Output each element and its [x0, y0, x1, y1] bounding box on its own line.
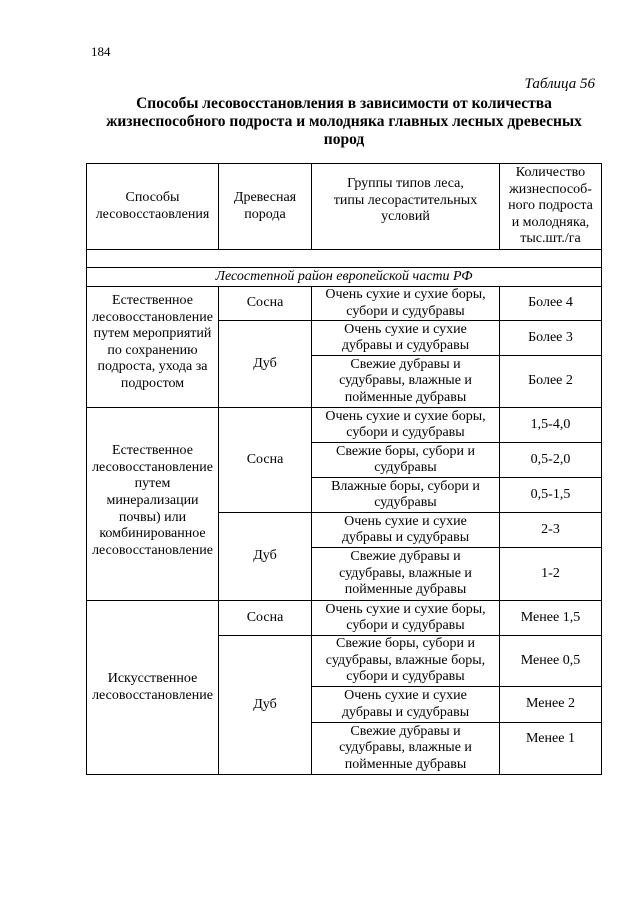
quantity-cell: 0,5-2,0 — [500, 443, 602, 478]
title-line: жизнеспособного подроста и молодняка главных лесных древесных — [106, 113, 582, 130]
forest-type-cell — [312, 513, 500, 548]
forest-type-cell — [312, 408, 500, 443]
header-line: Количество — [515, 165, 586, 181]
forest-type-cell — [312, 356, 500, 408]
forest-type-cell — [312, 478, 500, 513]
header-line: Группы типов леса, — [347, 176, 464, 191]
forest-line: субори и судубравы — [346, 303, 465, 319]
reforestation-table — [86, 163, 602, 775]
forest-line: дубравы и судубравы — [341, 530, 470, 546]
table-row — [87, 408, 602, 443]
quantity-cell: Более 4 — [500, 287, 602, 321]
spacer-cell — [87, 250, 602, 268]
species-cell: Сосна — [219, 601, 312, 636]
species-cell: Сосна — [219, 287, 312, 321]
forest-line: Свежие дубравы и — [350, 549, 461, 565]
table-row — [87, 601, 602, 636]
quantity-cell: 2-3 — [500, 513, 602, 548]
species-cell: Дуб — [219, 321, 312, 408]
page-number: 184 — [91, 44, 111, 59]
quantity-cell: Менее 1 — [500, 723, 602, 775]
region-row — [87, 268, 602, 287]
forest-line: дубравы и судубравы — [341, 338, 470, 354]
forest-line: судубравы, влажные и — [339, 373, 472, 389]
method-line: путем — [134, 476, 171, 492]
header-line: тыс.шт./га — [520, 231, 581, 247]
forest-line: Очень сухие и сухие — [344, 513, 467, 529]
quantity-cell: 1,5-4,0 — [500, 408, 602, 443]
forest-line: Очень сухие и сухие — [344, 688, 467, 704]
forest-line: пойменные дубравы — [344, 756, 467, 772]
table-row — [87, 287, 602, 321]
header-line: и молодняка, — [511, 214, 590, 230]
quantity-cell: Менее 1,5 — [500, 601, 602, 636]
forest-line: субори и судубравы — [346, 669, 465, 685]
species-cell: Дуб — [219, 636, 312, 775]
header-method — [87, 164, 219, 250]
method-line: подроста, ухода за — [97, 359, 208, 375]
header-row — [87, 164, 602, 250]
method-line: лесовосстановление — [92, 459, 213, 475]
header-line: Древесная — [233, 189, 297, 205]
forest-type-cell — [312, 601, 500, 636]
quantity-cell: Менее 2 — [500, 687, 602, 723]
forest-line: Влажные боры, субори и — [331, 478, 480, 494]
title-line: пород — [323, 131, 365, 148]
forest-type-cell — [312, 287, 500, 321]
spacer-row — [87, 250, 602, 268]
header-line: ного подроста — [508, 198, 593, 214]
header-species — [219, 164, 312, 250]
header-line: лесовосстаовления — [95, 206, 210, 222]
method-line: путем мероприятий — [93, 326, 212, 342]
header-line: Способы — [125, 189, 180, 205]
method-line: лесовосстановление — [92, 542, 213, 558]
forest-type-cell — [312, 548, 500, 601]
forest-line: Свежие дубравы и — [350, 356, 461, 372]
forest-line: субори и судубравы — [346, 618, 465, 634]
forest-line: Очень сухие и сухие боры, — [325, 408, 486, 424]
forest-line: пойменные дубравы — [344, 389, 467, 405]
forest-line: Очень сухие и сухие боры, — [325, 601, 486, 617]
table-label: Таблица 56 — [524, 76, 595, 92]
method-cell — [87, 601, 219, 775]
forest-type-cell — [312, 321, 500, 356]
quantity-cell: Более 2 — [500, 356, 602, 408]
forest-line: дубравы и судубравы — [341, 704, 470, 720]
forest-type-cell — [312, 443, 500, 478]
forest-type-cell — [312, 723, 500, 775]
forest-line: судубравы, влажные и — [339, 565, 472, 581]
region-cell: Лесостепной район европейской части РФ — [87, 268, 602, 287]
forest-line: Очень сухие и сухие боры, — [325, 287, 486, 302]
method-line: почвы) или — [118, 509, 187, 525]
method-line: лесовосстановление — [92, 687, 213, 703]
method-line: Искусственное — [107, 671, 198, 687]
forest-line: судубравы — [374, 495, 437, 511]
header-line: порода — [244, 206, 286, 222]
method-line: комбинированное — [99, 526, 206, 542]
header-line: жизнеспособ- — [509, 181, 592, 197]
forest-line: Свежие дубравы и — [350, 723, 461, 739]
forest-line: пойменные дубравы — [344, 582, 467, 598]
method-cell — [87, 287, 219, 408]
header-line: условий — [381, 209, 430, 225]
quantity-cell: Более 3 — [500, 321, 602, 356]
forest-line: судубравы — [374, 460, 437, 476]
forest-type-cell — [312, 687, 500, 723]
method-line: подростом — [120, 375, 185, 391]
method-cell — [87, 408, 219, 601]
forest-line: судубравы, влажные боры, — [325, 652, 486, 668]
forest-line: судубравы, влажные и — [339, 740, 472, 756]
method-line: Естественное — [112, 443, 193, 459]
method-line: Естественное — [112, 293, 193, 308]
title-line: Способы лесовосстановления в зависимости от количества — [136, 95, 552, 112]
header-line: типы лесорастительных — [333, 192, 478, 208]
forest-line: Свежие боры, субори и — [336, 636, 475, 652]
forest-line: субори и судубравы — [346, 425, 465, 441]
species-cell: Дуб — [219, 513, 312, 601]
forest-type-cell — [312, 636, 500, 687]
quantity-cell: 0,5-1,5 — [500, 478, 602, 513]
header-forest-types — [312, 164, 500, 250]
quantity-cell: Менее 0,5 — [500, 636, 602, 687]
quantity-cell: 1-2 — [500, 548, 602, 601]
method-line: минерализации — [106, 492, 199, 508]
forest-line: Свежие боры, субори и — [336, 443, 475, 459]
method-line: лесовосстановление — [92, 309, 213, 325]
species-cell: Сосна — [219, 408, 312, 513]
method-line: по сохранению — [107, 342, 198, 358]
header-quantity — [500, 164, 602, 250]
forest-line: Очень сухие и сухие — [344, 321, 467, 337]
table-title — [88, 95, 600, 149]
